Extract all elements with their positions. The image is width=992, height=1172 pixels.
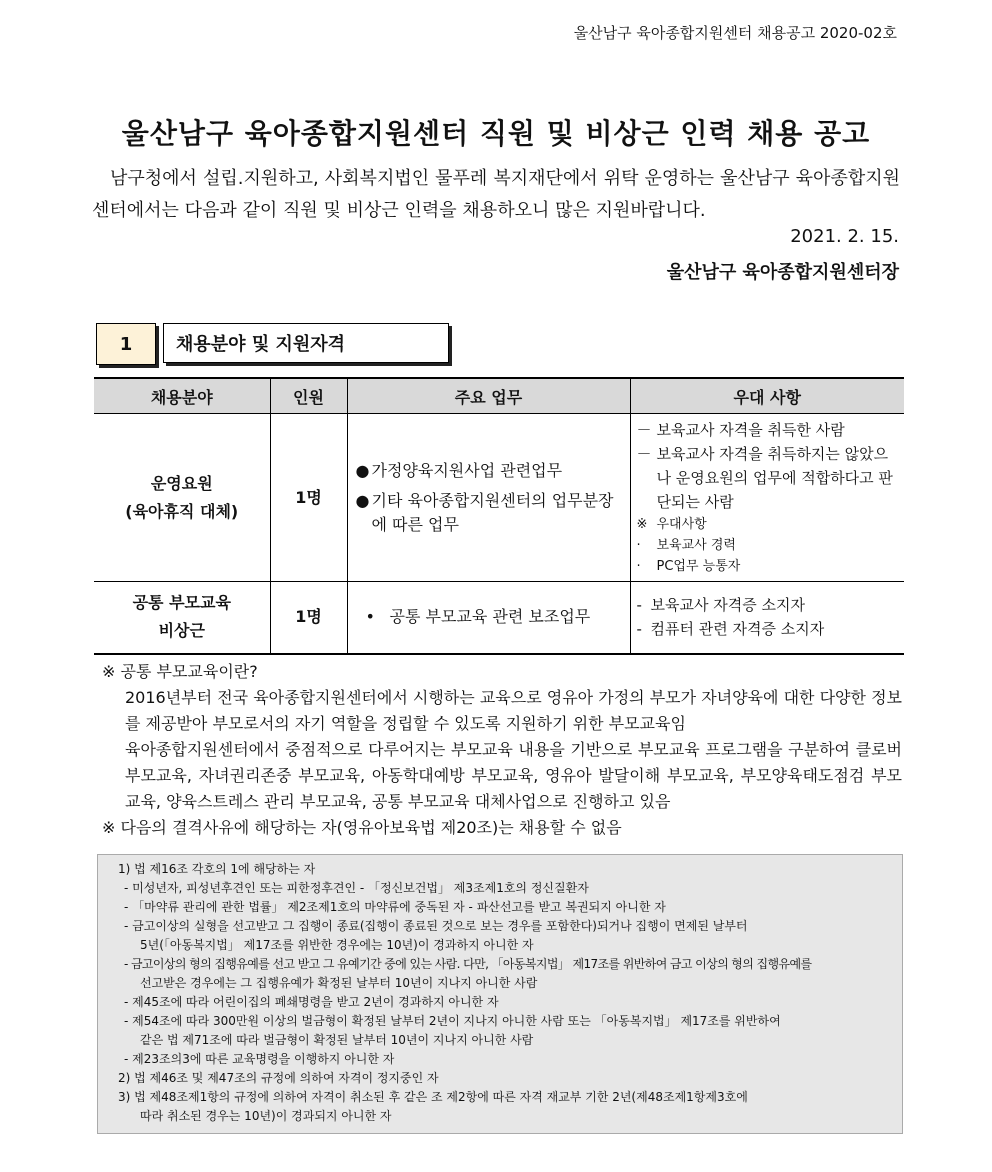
- table-row: [94, 414, 904, 582]
- disqualification-line: 선고받은 경우에는 그 집행유예가 확정된 날부터 10년이 지나지 아니한 사람: [140, 976, 538, 990]
- disqualification-heading: ※ 다음의 결격사유에 해당하는 자(영유아보육법 제20조)는 채용할 수 없음: [102, 818, 622, 837]
- notes-section: [102, 659, 902, 841]
- recruitment-table: [94, 377, 904, 655]
- table-row: [94, 582, 904, 654]
- dot-icon: ·: [636, 559, 641, 574]
- section-title: 채용분야 및 지원자격: [163, 323, 449, 363]
- column-header: 우대 사항: [630, 378, 904, 414]
- field-name: 공통 부모교육: [132, 593, 231, 613]
- dash-icon: -: [636, 620, 642, 639]
- headcount-cell: 1명: [270, 414, 347, 582]
- duty-text: 가정양육지원사업 관련업무: [371, 460, 563, 480]
- reference-mark-icon: ※: [636, 517, 648, 532]
- disqualification-line: 따라 취소된 경우는 10년)이 경과되지 아니한 자: [140, 1109, 392, 1123]
- preference-item: [637, 418, 899, 442]
- intro-text: 남구청에서 설립.지원하고, 사회복지법인 물푸레 복지재단에서 위탁 운영하는 울산남구 육아종합지원센터에서는 다음과 같이 직원 및 비상근 인력을 채용하오니 많은 지원바랍니다.: [92, 168, 900, 221]
- preference-text: 보육교사 자격을 취득하지는 않았으나 운영요원의 업무에 적합하다고 판단되는 사람: [656, 445, 893, 511]
- duty-item: [356, 605, 624, 629]
- column-header: 인원: [270, 378, 347, 414]
- field-cell: [94, 582, 270, 654]
- duty-text: 기타 육아종합지원센터의 업무분장에 따른 업무: [371, 490, 614, 534]
- disqualification-line: - 제23조의3에 따른 교육명령을 이행하지 아니한 자: [124, 1052, 395, 1066]
- disqualification-line: - 금고이상의 형의 집행유예를 선고 받고 그 유예기간 중에 있는 사람. 다만, 「아동복지법」 제17조를 위반하여 금고 이상의 형의 집행유예를: [124, 957, 812, 971]
- bullet-icon: •: [365, 607, 375, 627]
- column-header: 채용분야: [94, 378, 270, 414]
- disqualification-line: 1) 법 제16조 각호의 1에 해당하는 자: [118, 862, 316, 876]
- disqualification-line: 5년(「아동복지법」 제17조를 위반한 경우에는 10년)이 경과하지 아니한 자: [140, 938, 534, 952]
- note-item-text: PC업무 능통자: [656, 559, 741, 574]
- duty-item: [356, 489, 624, 537]
- dot-icon: ·: [636, 538, 641, 553]
- disqualification-line: 2) 법 제46조 및 제47조의 규정에 의하여 자격이 정지중인 자: [118, 1071, 439, 1085]
- announcement-date: 2021. 2. 15.: [790, 226, 899, 247]
- duties-cell: [347, 414, 630, 582]
- preferences-cell: [630, 414, 904, 582]
- section-number: 1: [96, 323, 156, 365]
- preference-text: 보육교사 자격을 취득한 사람: [656, 421, 845, 439]
- disqualification-line: - 금고이상의 실형을 선고받고 그 집행이 종료(집행이 종료된 것으로 보는 경우를 포함한다)되거나 집행이 면제된 날부터: [124, 919, 748, 933]
- field-cell: [94, 414, 270, 582]
- note-item-text: 보육교사 경력: [656, 538, 736, 553]
- duty-text: 공통 부모교육 관련 보조업무: [389, 607, 591, 627]
- dash-icon: －: [636, 445, 652, 463]
- field-detail: 비상근: [158, 621, 205, 641]
- signer: 울산남구 육아종합지원센터장: [666, 262, 899, 283]
- parent-education-paragraph: 2016년부터 전국 육아종합지원센터에서 시행하는 교육으로 영유아 가정의 부모가 자녀양육에 대한 다양한 정보를 제공받아 부모로서의 자기 역할을 정립할 수 있도록 지원하기 위한 부모교육임: [125, 688, 902, 733]
- duties-cell: [347, 582, 630, 654]
- document-reference-number: 울산남구 육아종합지원센터 채용공고 2020-02호: [573, 24, 897, 42]
- preference-text: 보육교사 자격증 소지자: [650, 596, 805, 615]
- preference-note-item: [637, 556, 899, 577]
- preference-text: 컴퓨터 관련 자격증 소지자: [650, 620, 825, 639]
- field-name: 운영요원: [150, 473, 213, 493]
- page-title: 울산남구 육아종합지원센터 직원 및 비상근 인력 채용 공고: [121, 117, 871, 150]
- table-header-row: [94, 378, 904, 414]
- parent-education-paragraph: 육아종합지원센터에서 중점적으로 다루어지는 부모교육 내용을 기반으로 부모교육 프로그램을 구분하여 클로버 부모교육, 자녀권리존중 부모교육, 아동학대예방 부모교육, 영유아 발달이해 부모교육, 부모양육태도점검 부모교육, 양육스트레스 관리 부모교육, 공통 부모교육 대체사업으로 진행하고 있음: [125, 740, 902, 811]
- preference-note-item: [637, 535, 899, 556]
- intro-paragraph: [92, 163, 900, 227]
- disqualification-line: 같은 법 제71조에 따라 벌금형이 확정된 날부터 10년이 지나지 아니한 사람: [140, 1033, 534, 1047]
- headcount-cell: 1명: [270, 582, 347, 654]
- dash-icon: －: [636, 421, 652, 439]
- disqualification-line: 3) 법 제48조제1항의 규정에 의하여 자격이 취소된 후 같은 조 제2항에 따른 자격 재교부 기한 2년(제48조제1항제3호에: [118, 1090, 748, 1104]
- bullet-icon: ●: [355, 490, 370, 510]
- dash-icon: -: [636, 596, 642, 615]
- preference-note-heading: [637, 514, 899, 535]
- preference-item: [637, 617, 899, 641]
- disqualification-line: - 미성년자, 피성년후견인 또는 피한정후견인 - 「정신보건법」 제3조제1호의 정신질환자: [124, 881, 589, 895]
- disqualification-box: [97, 854, 903, 1134]
- duty-item: [356, 459, 624, 483]
- parent-education-heading: ※ 공통 부모교육이란?: [102, 662, 258, 681]
- note-title: 우대사항: [656, 517, 707, 532]
- bullet-icon: ●: [355, 460, 370, 480]
- disqualification-line: - 제45조에 따라 어린이집의 폐쇄명령을 받고 2년이 경과하지 아니한 자: [124, 995, 499, 1009]
- disqualification-line: - 「마약류 관리에 관한 법률」 제2조제1호의 마약류에 중독된 자 - 파산선고를 받고 복권되지 아니한 자: [124, 900, 666, 914]
- disqualification-line: - 제54조에 따라 300만원 이상의 벌금형이 확정된 날부터 2년이 지나지 아니한 사람 또는 「아동복지법」 제17조를 위반하여: [124, 1014, 781, 1028]
- column-header: 주요 업무: [347, 378, 630, 414]
- field-detail: (육아휴직 대체): [125, 501, 239, 521]
- preference-item: [637, 442, 899, 514]
- preference-item: [637, 593, 899, 617]
- preferences-cell: [630, 582, 904, 654]
